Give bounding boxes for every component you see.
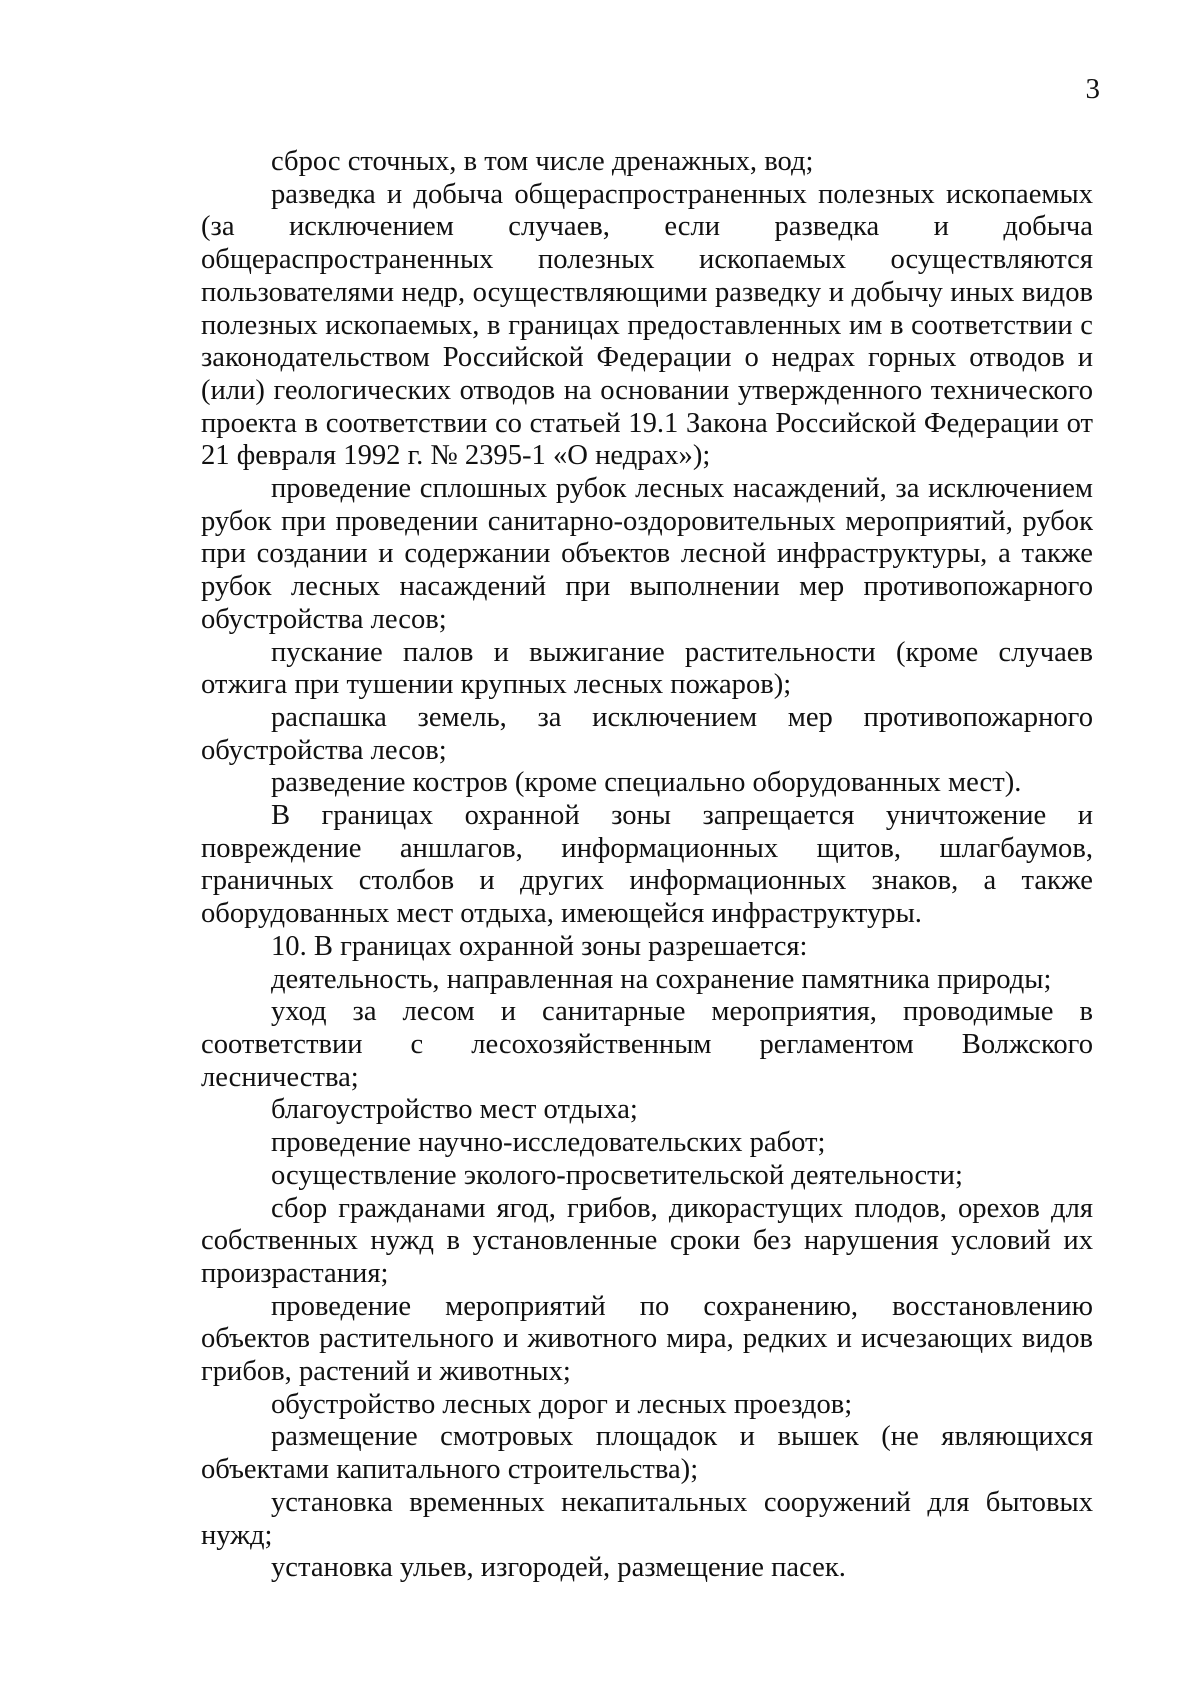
- page-number: 3: [1085, 73, 1100, 105]
- paragraph-2: разведка и добыча общераспространенных полезных ископаемых (за исключением случаев, если разведка и добыча общераспространенных полезных ископаемых осуществляются пользователями недр, осуществляющими разведку и добычу иных видов полезных ископаемых, в границах предоставленных им в соответствии с законодательством Российской Федерации о недрах горных отводов и (или) геологических отводов на основании утвержденного технического проекта в соответствии со статьей 19.1 Закона Российской Федерации от 21 февраля 1992 г. № 2395-1 «О недрах»);: [201, 178, 1093, 472]
- document-body: [201, 146, 1093, 1585]
- paragraph-13: осуществление эколого-просветительской деятельности;: [271, 1159, 963, 1191]
- paragraph-7: В границах охранной зоны запрещается уничтожение и повреждение аншлагов, информационных щитов, шлагбаумов, граничных столбов и других информационных знаков, а также оборудованных мест отдыха, имеющейся инфраструктуры.: [201, 800, 1093, 930]
- paragraph-9: деятельность, направленная на сохранение памятника природы;: [271, 963, 1052, 995]
- paragraph-12: проведение научно-исследовательских работ;: [271, 1127, 826, 1159]
- paragraph-5: распашка земель, за исключением мер противопожарного обустройства лесов;: [201, 701, 1093, 766]
- paragraph-11: благоустройство мест отдыха;: [271, 1094, 638, 1126]
- paragraph-10: уход за лесом и санитарные мероприятия, проводимые в соответствии с лесохозяйственным регламентом Волжского лесничества;: [201, 996, 1093, 1093]
- paragraph-18: установка временных некапитальных сооружений для бытовых нужд;: [201, 1486, 1093, 1551]
- paragraph-6: разведение костров (кроме специально оборудованных мест).: [271, 767, 1022, 799]
- paragraph-14: сбор гражданами ягод, грибов, дикорастущих плодов, орехов для собственных нужд в установленные сроки без нарушения условий их произрастания;: [201, 1192, 1093, 1289]
- paragraph-15: проведение мероприятий по сохранению, восстановлению объектов растительного и животного мира, редких и исчезающих видов грибов, растений и животных;: [201, 1290, 1093, 1388]
- paragraph-8: 10. В границах охранной зоны разрешается:: [271, 930, 808, 962]
- paragraph-3: проведение сплошных рубок лесных насаждений, за исключением рубок при проведении санитарно-оздоровительных мероприятий, рубок при создании и содержании объектов лесной инфраструктуры, а также рубок лесных насаждений при выполнении мер противопожарного обустройства лесов;: [201, 473, 1093, 635]
- paragraph-16: обустройство лесных дорог и лесных проездов;: [271, 1388, 853, 1420]
- paragraph-4: пускание палов и выжигание растительности (кроме случаев отжига при тушении крупных лесных пожаров);: [201, 636, 1093, 701]
- paragraph-19: установка ульев, изгородей, размещение пасек.: [271, 1552, 846, 1584]
- paragraph-17: размещение смотровых площадок и вышек (не являющихся объектами капитального строительства);: [201, 1421, 1093, 1486]
- paragraph-1: сброс сточных, в том числе дренажных, вод;: [271, 146, 814, 177]
